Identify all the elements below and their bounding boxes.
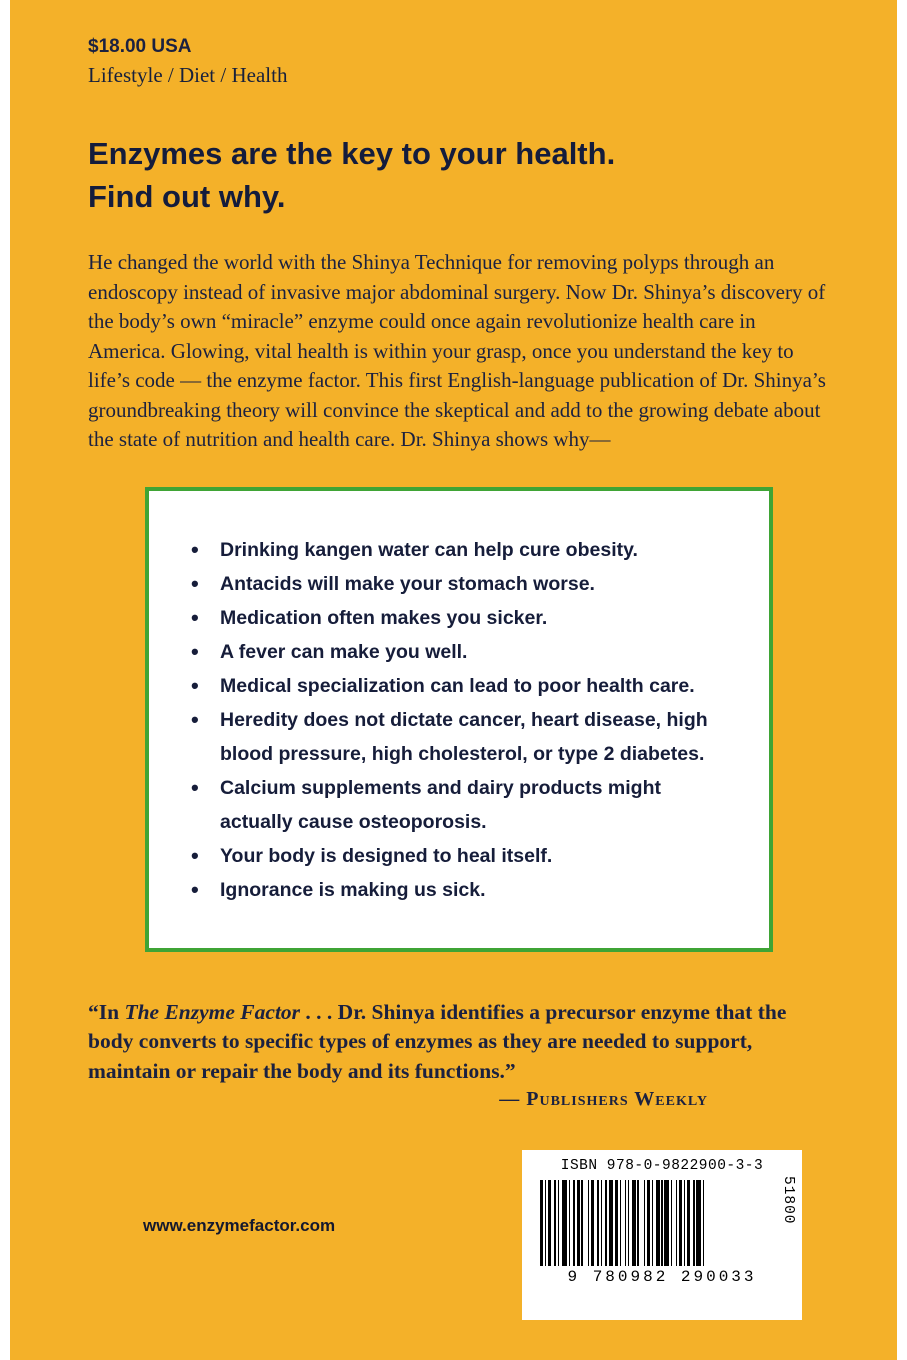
bullet-item: • Drinking kangen water can help cure obesity. — [189, 533, 739, 567]
barcode-digits: 9 780982 290033 — [567, 1268, 757, 1286]
price-label: $18.00 USA — [88, 36, 192, 57]
intro-paragraph: He changed the world with the Shinya Technique for removing polyps through an endoscopy instead of invasive major abdominal surgery. Now Dr. Shinya’s discovery of the body’s own “miracle” enzyme could once again revolutionize health care in America. Glowing, vital health is within your grasp, once you understand the key to life’s code — the enzyme factor. This first English-language publication of Dr. Shinya’s groundbreaking theory will convince the skeptical and add to the growing debate about the state of nutrition and health care. Dr. Shinya shows why— — [88, 250, 826, 451]
bullet-item: • Medical specialization can lead to poor health care. — [189, 669, 739, 703]
barcode-bars — [540, 1180, 768, 1266]
quote-open: “In — [88, 999, 125, 1024]
quote-attribution: — Publishers Weekly — [499, 1088, 708, 1110]
website-label: www.enzymefactor.com — [143, 1216, 336, 1235]
bullet-item: • Your body is designed to heal itself. — [189, 839, 739, 873]
isbn-label: ISBN 978-0-9822900-3-3 — [560, 1158, 764, 1174]
barcode-side-code: 51800 — [780, 1176, 796, 1225]
bullet-item: • Ignorance is making us sick. — [189, 873, 739, 907]
quote-book-title: The Enzyme Factor — [124, 999, 301, 1024]
quote-rest: . . . Dr. Shinya identifies a precursor enzyme that the body converts to specific types of enzymes as they are needed to support, maintain or repair the body and its functions.” — [88, 999, 787, 1083]
bullet-item: • A fever can make you well. — [189, 635, 739, 669]
bullet-item: • Calcium supplements and dairy products might actually cause osteoporosis. — [189, 771, 739, 839]
headline-line1: Enzymes are the key to your health. — [88, 136, 616, 171]
bullet-item: • Antacids will make your stomach worse. — [189, 567, 739, 601]
headline — [88, 132, 817, 218]
quote-paragraph — [88, 998, 824, 1087]
category-label: Lifestyle / Diet / Health — [88, 63, 288, 87]
highlights-box — [145, 487, 773, 952]
bullet-item: • Heredity does not dictate cancer, heart disease, high blood pressure, high cholesterol, or type 2 diabetes. — [189, 703, 739, 771]
bullet-item: • Medication often makes you sicker. — [189, 601, 739, 635]
barcode-panel — [522, 1150, 802, 1320]
headline-line2: Find out why. — [88, 179, 286, 214]
book-back-cover — [10, 0, 897, 1360]
bullet-list — [189, 533, 739, 907]
